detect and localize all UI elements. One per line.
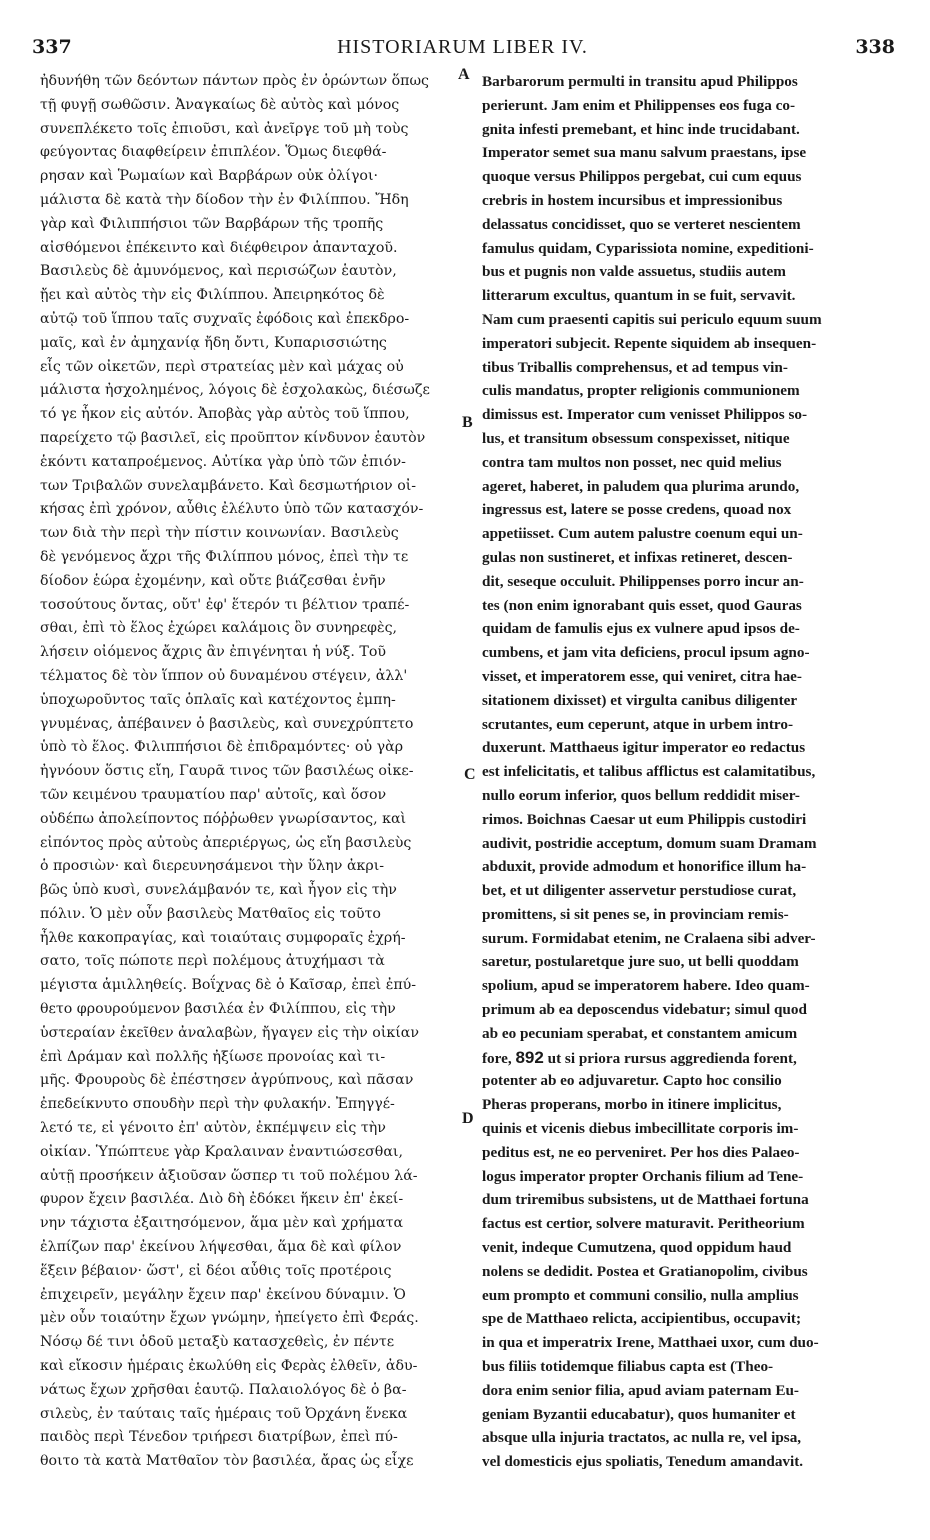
- latin-text-line: ab eo pecuniam sperabat, et constantem amicum: [482, 1024, 798, 1042]
- latin-text-line: vel domesticis ejus spoliatis, Tenedum amandavit.: [482, 1453, 804, 1471]
- latin-text-line: primum ab ea deposcendus videbatur; simul quod: [482, 1001, 807, 1019]
- latin-text-line: bus et pugnis non valde assuetus, studiis autem: [482, 263, 786, 281]
- latin-text-line: contra tam multos non posset, nec quid melius: [482, 453, 782, 471]
- latin-text-line: duxerunt. Matthaeus igitur imperator eo redactus: [482, 739, 806, 757]
- greek-text-line: τό γε ἧκον εἰς αὐτόν. Ἀποβὰς γὰρ αὐτὸς τοῦ ἵππου,: [40, 406, 410, 423]
- latin-text-line: factus est certior, solvere maturavit. Peritheorium: [482, 1215, 805, 1233]
- latin-text-line: eum prompto et communi consilio, nulla amplius: [482, 1286, 799, 1304]
- greek-text-line: τέλματος δὲ τὸν ἵππον οὐ δυναμένου στέγειν, ἀλλ': [40, 667, 408, 684]
- greek-text-line: γνυμένας, ἀπέβαινεν ὁ βασιλεὺς, καὶ συνεχρύπτετο: [40, 715, 414, 732]
- greek-text-line: θετο φρουρούμενον βασιλέα ἐν Φιλίππου, εἰς τὴν: [40, 1001, 396, 1018]
- latin-text-line: bet, et ut diligenter asservetur perstudiose curat,: [482, 882, 797, 900]
- latin-text-line: rimos. Boichnas Caesar ut eum Philippis custodiri: [482, 810, 807, 828]
- greek-text-line: φυρον ἔχειν βασιλέα. Διὸ δὴ ἐδόκει ἥκειν ἐπ' ἐκεί-: [40, 1191, 404, 1208]
- greek-text-line: τῶν κειμένου τραυματίου παρ' αὐτοῖς, καὶ ὅσον: [40, 786, 387, 803]
- greek-text-line: ἐπιχειρεῖν, μεγάλην ἔχειν παρ' ἐκείνου δύναμιν. Ὁ: [40, 1286, 406, 1303]
- greek-text-line: γὰρ καὶ Φιλιππήσιοι τῶν Βαρβάρων τῆς τροπῆς: [40, 215, 384, 232]
- latin-text-line: abduxit, provide admodum et honorifice illum ha-: [482, 858, 807, 876]
- margin-marker-c: C: [464, 766, 476, 783]
- greek-text-line: αἰσθόμενοι ἐπέκειντο καὶ διέφθειρον ἁπανταχοῦ.: [40, 239, 398, 256]
- greek-text-line: Νόσῳ δέ τινι ὁδοῦ μεταξὺ κατασχεθεὶς, ἐν πέντε: [40, 1334, 395, 1351]
- greek-text-line: ὑπὸ τὸ ἕλος. Φιλιππήσιοι δὲ ἐπιδραμόντες· οὐ γὰρ: [40, 739, 404, 756]
- greek-text-line: βῶς ὑπὸ κυσὶ, συνελάμβανόν τε, καὶ ἦγον εἰς τὴν: [40, 882, 397, 899]
- margin-marker-d: D: [462, 1110, 474, 1127]
- latin-text-line: dit, seseque occuluit. Philippenses porro incur an-: [482, 572, 804, 590]
- latin-text-line: quidam de famulis ejus ex vulnere apud ipsos de-: [482, 620, 800, 638]
- margin-marker-b: B: [462, 414, 473, 431]
- greek-text-line: οἰκίαν. Ὑπώπτευε γὰρ Κραλαιναν ἐναντιώσεσθαι,: [40, 1143, 403, 1160]
- latin-text-line: culis mandatus, propter religionis communionem: [482, 382, 800, 400]
- greek-text-line: μέγιστα ἁμιλληθείς. Βοΐχνας δὲ ὁ Καῖσαρ, ἐπεὶ ἐπύ-: [40, 977, 417, 994]
- latin-text-line: gnita infesti premebant, et hinc inde trucidabant.: [482, 120, 800, 138]
- latin-text-line: fore, 892 ut si priora rursus aggredienda forent,: [482, 1047, 797, 1067]
- greek-text-line: σιλεὺς, ἐν ταύταις ταῖς ἡμέραις τοῦ Ὀρχάνη ἕνεκα: [40, 1405, 408, 1422]
- latin-text-line: bus filiis totidemque filiabus capta est (Theo-: [482, 1358, 774, 1376]
- page-number-right: 338: [855, 36, 895, 58]
- latin-text-line: gulas non sustineret, et infixas retineret, descen-: [482, 548, 793, 566]
- greek-text-line: ἦλθε κακοπραγίας, καὶ τοιαύταις συμφοραῖς ἐχρή-: [40, 929, 406, 946]
- latin-text-line: dora enim senior filia, apud aviam paternam Eu-: [482, 1381, 799, 1399]
- latin-text-line: tes (non enim ignorabant quis esset, quod Gauras: [482, 596, 802, 614]
- greek-text-line: ᾔει καὶ αὐτὸς τὴν εἰς Φιλίππου. Ἀπειρηκότος δὲ: [40, 287, 385, 304]
- latin-text-line: crebris in hostem incursibus et impressionibus: [482, 191, 783, 209]
- margin-marker-a: A: [458, 66, 470, 83]
- greek-text-line: ἐπὶ Δράμαν καὶ πολλῆς ἠξίωσε προνοίας καὶ τι-: [40, 1048, 386, 1065]
- greek-text-line: ὑστεραίαν ἐκεῖθεν ἀναλαβὼν, ἤγαγεν εἰς τὴν οἰκίαν: [40, 1024, 420, 1041]
- greek-text-line: μὲν οὖν τοιαύτην ἔχων γνώμην, ἠπείγετο ἐπὶ Φεράς.: [40, 1310, 419, 1327]
- greek-text-line: δίοδον ἑώρα ἐχομένην, καὶ οὔτε βιάζεσθαι ἐνῆν: [40, 572, 386, 589]
- latin-text-line: nullo eorum inferior, quos bellum reddidit miser-: [482, 786, 800, 804]
- latin-text-line: absque ulla injuria tractatos, ac nulla re, vel ipsa,: [482, 1429, 802, 1447]
- latin-text-line: delassatus concidisset, quo se verteret nescientem: [482, 215, 801, 233]
- latin-text-line: logus imperator propter Orchanis filium ad Tene-: [482, 1167, 804, 1185]
- latin-text-line: litterarum excultus, quantum in se fuit, servavit.: [482, 287, 796, 305]
- greek-text-line: μῆς. Φρουροὺς δὲ ἐπέστησεν ἀγρύπνους, καὶ πᾶσαν: [40, 1072, 414, 1089]
- greek-text-line: νάτως ἔχων χρῆσθαι ἑαυτῷ. Παλαιολόγος δὲ ὁ βα-: [40, 1381, 407, 1398]
- greek-text-line: ἕξειν βέβαιον· ὥστ', εἰ δέοι αὖθις τοῖς προτέροις: [40, 1262, 392, 1279]
- latin-text-line: spe de Matthaeo relicta, accipientibus, occupavit;: [482, 1310, 802, 1328]
- latin-text-line: spolium, apud se imperatorem habere. Ideo quam-: [482, 977, 810, 995]
- greek-text-line: αὐτῇ προσήκειν ἀξιοῦσαν ὥσπερ τι τοῦ πολέμου λά-: [40, 1167, 418, 1184]
- latin-text-line: Pheras properans, morbo in itinere implicitus,: [482, 1096, 782, 1114]
- page-header: [30, 36, 895, 70]
- latin-text-line: perierunt. Jam enim et Philippenses eos fuga co-: [482, 96, 796, 114]
- greek-text-line: ἠγνόουν ὅστις εἴη, Γαυρᾶ τινος τῶν βασιλέως οἰκε-: [40, 763, 414, 780]
- latin-text-line: Imperator semet sua manu salvum praestans, ipse: [482, 144, 807, 162]
- greek-text-line: σατο, τοῖς πώποτε περὶ πολέμους ἀτυχήμασι τὰ: [40, 953, 385, 970]
- latin-text-line: Nam cum praesenti capitis sui periculo equum suum: [482, 310, 822, 328]
- greek-text-line: αὐτῷ τοῦ ἵππου ταῖς συχναῖς ἐφόδοις καὶ ἐπεκδρο-: [40, 310, 410, 327]
- latin-text-line: famulus quidam, Cyparissiota nomine, expeditioni-: [482, 239, 814, 257]
- greek-text-line: των διὰ τὴν περὶ τὴν πίστιν κοινωνίαν. Βασιλεὺς: [40, 525, 399, 542]
- greek-text-line: ὁ προσιὼν· καὶ διερευνησάμενοι τὴν ὕλην ἀκρι-: [40, 858, 385, 875]
- greek-text-line: παιδὸς περὶ Τένεδον τριήρεσι διατρίβων, ἐπεὶ πύ-: [40, 1429, 398, 1446]
- latin-text-column: [482, 70, 896, 1474]
- latin-text-line: in qua et imperatrix Irene, Matthaei uxor, cum duo-: [482, 1334, 819, 1352]
- latin-text-line: audivit, postridie acceptum, domum suam Dramam: [482, 834, 817, 852]
- greek-text-line: δὲ γενόμενος ἄχρι τῆς Φιλίππου μόνος, ἐπεὶ τὴν τε: [40, 548, 409, 565]
- greek-text-line: παρείχετο τῷ βασιλεῖ, εἰς προῦπτον κίνδυνον ἑαυτὸν: [40, 429, 426, 446]
- greek-text-line: ἐλπίζων παρ' ἐκείνου λήψεσθαι, ἅμα δὲ καὶ φίλον: [40, 1239, 402, 1256]
- latin-text-line: Barbarorum permulti in transitu apud Philippos: [482, 73, 798, 90]
- latin-text-line: quoque versus Philippos pergebat, cui cum equus: [482, 168, 802, 186]
- greek-text-line: των Τριβαλῶν συνελαμβάνετο. Καὶ δεσμωτήριον οἰ-: [40, 477, 417, 494]
- greek-text-line: κήσας ἐπὶ χρόνον, αὖθις ἐλέλυτο ὑπὸ τῶν κατασχόν-: [40, 501, 424, 518]
- latin-text-line: sitationem dixisset) et virgulta canibus diligenter: [482, 691, 798, 709]
- latin-text-line: peditus est, ne eo perveniret. Per hos dies Palaeo-: [482, 1143, 800, 1161]
- latin-text-line: dimissus est. Imperator cum venisset Philippos so-: [482, 406, 808, 424]
- greek-text-column: [40, 70, 458, 1474]
- latin-text-line: quinis et vicenis diebus imbecillitate corporis im-: [482, 1120, 799, 1138]
- latin-text-line: saretur, postularetque jure suo, ut belli quoddam: [482, 953, 799, 971]
- latin-text-line: lus, et transitum obsessum conspexisset, nitique: [482, 429, 790, 447]
- latin-text-line: est infelicitatis, et talibus afflictus est calamitatibus,: [482, 763, 816, 781]
- greek-text-line: ρησαν καὶ Ῥωμαίων καὶ Βαρβάρων οὐκ ὀλίγοι·: [40, 168, 379, 185]
- latin-text-line: promittens, si sit penes se, in provinciam remis-: [482, 905, 789, 923]
- latin-text-line: tibus Triballis comprehensus, et ad tempus vin-: [482, 358, 788, 376]
- latin-text-line: ageret, haberet, in paludem qua plurima arundo,: [482, 477, 800, 495]
- greek-text-line: μαῖς, καὶ ἐν ἀμηχανίᾳ ἤδη ὄντι, Κυπαρισσιώτης: [40, 334, 387, 351]
- greek-text-line: τῇ φυγῇ σωθῶσιν. Ἀναγκαίως δὲ αὐτὸς καὶ μόνος: [40, 96, 400, 113]
- greek-text-line: φεύγοντας διαφθείρειν ἐπιπλέον. Ὅμως διεφθά-: [40, 144, 387, 161]
- greek-text-line: ἠδυνήθη τῶν δεόντων πάντων πρὸς ἐν ὁρώντων ὅπως: [40, 73, 430, 89]
- greek-text-line: νην τάχιστα ἐξαιτησόμενον, ἅμα μὲν καὶ χρήματα: [40, 1215, 404, 1232]
- latin-text-line: dum triremibus subsistens, ut de Matthaei fortuna: [482, 1191, 809, 1209]
- latin-text-line: appetiisset. Cum autem palustre coenum equi un-: [482, 525, 803, 543]
- latin-text-line: venit, indeque Cumutzena, quod oppidum haud: [482, 1239, 792, 1257]
- greek-text-line: εἷς τῶν οἰκετῶν, περὶ στρατείας μὲν καὶ μάχας οὐ: [40, 358, 404, 375]
- greek-text-line: καὶ εἴκοσιν ἡμέραις ἐκωλύθη εἰς Φερὰς ἐλθεῖν, ἀδυ-: [40, 1358, 418, 1375]
- latin-text-line: surum. Formidabat etenim, ne Cralaena sibi adver-: [482, 929, 816, 947]
- greek-text-line: τοσούτους ὄντας, οὔτ' ἐφ' ἕτερόν τι βέλτιον τραπέ-: [40, 596, 410, 613]
- page-number-left: 337: [32, 36, 72, 58]
- greek-text-line: ὑποχωροῦντος ταῖς ὁπλαῖς καὶ κατέχοντος ἐμπη-: [40, 691, 396, 708]
- inline-page-reference: 892: [515, 1047, 544, 1067]
- greek-text-line: ἑκόντι καταπροέμενος. Αὐτίκα γὰρ ὑπὸ τῶν ἐπιόν-: [40, 453, 406, 470]
- running-title: HISTORIARUM LIBER IV.: [337, 36, 588, 58]
- latin-text-line: cumbens, et jam vita deficiens, procul ipsum agno-: [482, 644, 810, 662]
- greek-text-line: θοιτο τὰ κατὰ Ματθαῖον τὸν βασιλέα, ἄρας ὡς εἶχε: [40, 1453, 414, 1470]
- greek-text-line: μάλιστα δὲ κατὰ τὴν δίοδον τὴν ἐν Φιλίππου. Ἤδη: [40, 191, 409, 208]
- greek-text-line: λετό τε, εἰ γένοιτο ἐπ' αὐτὸν, ἐκπέμψειν εἰς τὴν: [40, 1120, 386, 1137]
- latin-text-line: scrutantes, eum ceperunt, atque in urbem intro-: [482, 715, 794, 733]
- greek-text-line: πόλιν. Ὁ μὲν οὖν βασιλεὺς Ματθαῖος εἰς τοῦτο: [40, 905, 381, 922]
- greek-text-line: μάλιστα ἠσχολημένος, λόγοις δὲ ἐσχολακὼς, διέσωζε: [40, 382, 430, 399]
- latin-text-line: potenter ab eo adjuvaretur. Capto hoc consilio: [482, 1072, 782, 1090]
- greek-text-line: εἰπόντος πρὸς αὐτοὺς ἀπεριέργως, ὡς εἴη βασιλεὺς: [40, 834, 412, 851]
- latin-text-line: geniam Byzantii educabatur), quos humaniter et: [482, 1405, 796, 1423]
- greek-text-line: ἐπεδείκνυτο σπουδὴν περὶ τὴν φυλακήν. Ἐπηγγέ-: [40, 1096, 395, 1113]
- latin-text-line: imperatori subjecit. Repente siquidem ab insequen-: [482, 334, 817, 352]
- latin-text-line: ingressus est, latere se posse credens, quoad nox: [482, 501, 792, 519]
- greek-text-line: σθαι, ἐπὶ τὸ ἕλος ἐχώρει καλάμοις ὂν συνηρεφὲς,: [40, 620, 398, 637]
- greek-text-line: συνεπλέκετο τοῖς ἐπιοῦσι, καὶ ἀνεῖργε τοῦ μὴ τοὺς: [40, 120, 409, 137]
- greek-text-line: οὐδέπω ἀπολείποντος πόῤῥωθεν γνωρίσαντος, καὶ: [40, 810, 407, 827]
- latin-text-line: visset, et imperatorem esse, qui veniret, citra hae-: [482, 667, 802, 685]
- greek-text-line: λήσειν οἰόμενος ἄχρις ἂν ἐπιγένηται ἡ νύξ. Τοῦ: [40, 644, 386, 661]
- greek-text-line: Βασιλεὺς δὲ ἀμυνόμενος, καὶ περισώζων ἑαυτὸν,: [40, 263, 397, 280]
- latin-text-line: nolens se dedidit. Postea et Gratianopolim, civibus: [482, 1262, 808, 1280]
